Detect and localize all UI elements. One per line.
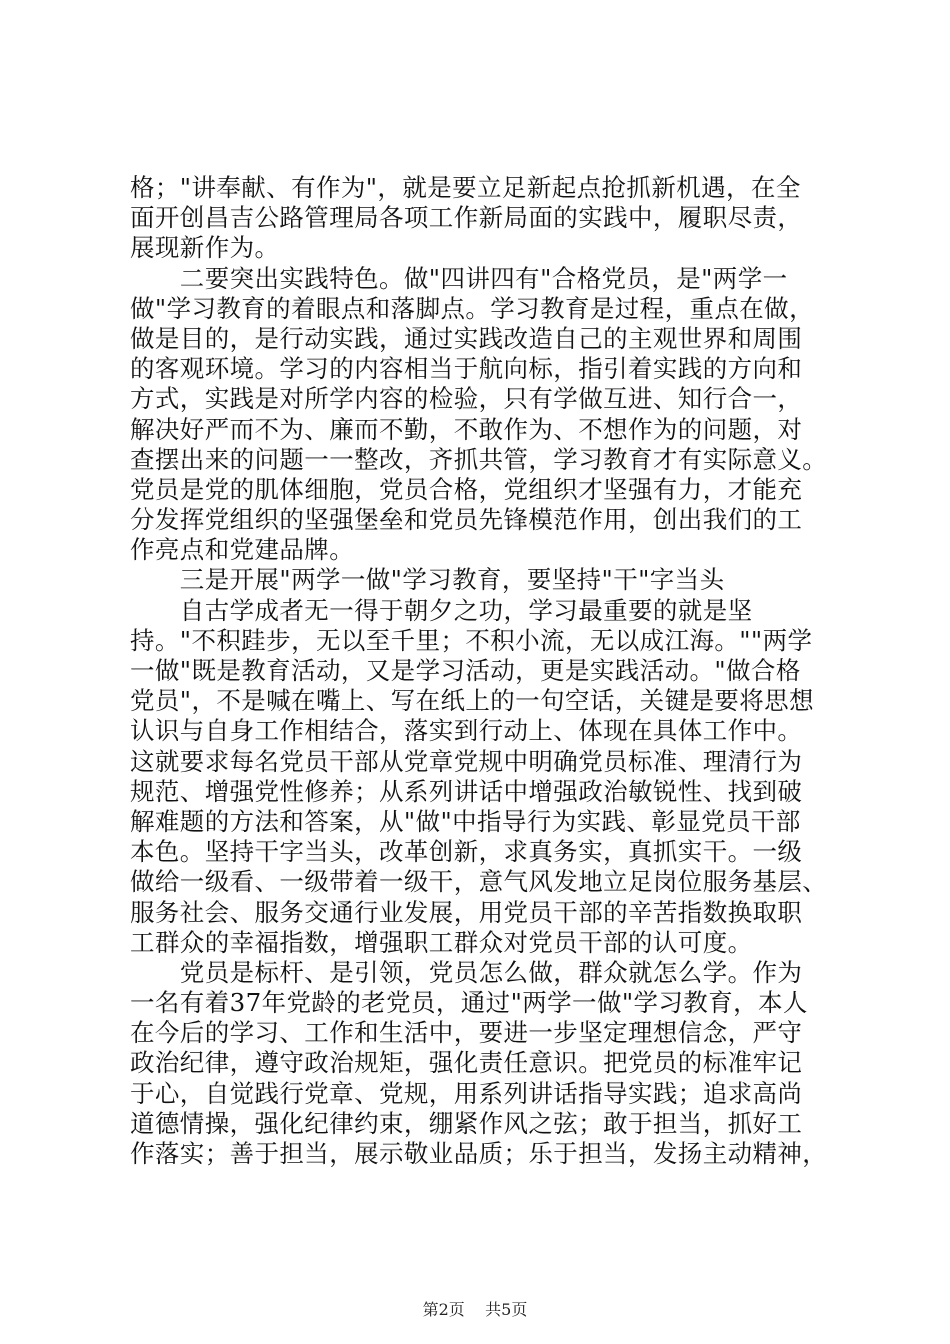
text-line: 党员是标杆、是引领，党员怎么做，群众就怎么学。作为 bbox=[130, 957, 803, 987]
text-line: 作亮点和党建品牌。 bbox=[130, 535, 355, 565]
text-line: 党员是党的肌体细胞，党员合格，党组织才坚强有力，才能充 bbox=[130, 474, 803, 504]
text-line: 二要突出实践特色。做"四讲四有"合格党员，是"两学一 bbox=[130, 263, 788, 293]
text-line: 于心，自觉践行党章、党规，用系列讲话指导实践；追求高尚 bbox=[130, 1078, 803, 1108]
body-text bbox=[130, 173, 845, 1169]
text-line: 持。"不积跬步，无以至千里；不积小流，无以成江海。""两学 bbox=[130, 625, 813, 655]
page-number: 第2页 bbox=[422, 1300, 465, 1319]
text-line: 做是目的，是行动实践，通过实践改造自己的主观世界和周围 bbox=[130, 323, 803, 353]
text-line: 格；"讲奉献、有作为"，就是要立足新起点抢抓新机遇，在全 bbox=[130, 173, 801, 202]
section-heading: 三是开展"两学一做"学习教育，要坚持"干"字当头 bbox=[130, 565, 725, 595]
text-line: 分发挥党组织的坚强堡垒和党员先锋模范作用，创出我们的工 bbox=[130, 505, 803, 535]
text-line: 道德情操，强化纪律约束，绷紧作风之弦；敢于担当，抓好工 bbox=[130, 1108, 803, 1138]
text-line: 解决好严而不为、廉而不勤，不敢作为、不想作为的问题，对 bbox=[130, 414, 803, 444]
text-line: 认识与自身工作相结合，落实到行动上、体现在具体工作中。 bbox=[130, 716, 803, 746]
text-line: 党员"，不是喊在嘴上、写在纸上的一句空话，关键是要将思想 bbox=[130, 686, 814, 716]
text-line: 政治纪律，遵守政治规矩，强化责任意识。把党员的标准牢记 bbox=[130, 1048, 803, 1078]
page-spacer bbox=[470, 1299, 480, 1321]
text-line: 展现新作为。 bbox=[130, 233, 280, 263]
text-line: 作落实；善于担当，展示敬业品质；乐于担当，发扬主动精神， bbox=[130, 1139, 828, 1168]
text-line: 解难题的方法和答案，从"做"中指导行为实践、彰显党员干部 bbox=[130, 806, 801, 836]
text-line: 这就要求每名党员干部从党章党规中明确党员标准、理清行为 bbox=[130, 746, 803, 776]
text-line: 做"学习教育的着眼点和落脚点。学习教育是过程，重点在做， bbox=[130, 293, 814, 323]
text-line: 查摆出来的问题一一整改，齐抓共管，学习教育才有实际意义。 bbox=[130, 444, 828, 474]
text-line: 工群众的幸福指数，增强职工群众对党员干部的认可度。 bbox=[130, 927, 753, 957]
text-line: 自古学成者无一得于朝夕之功，学习最重要的就是坚 bbox=[130, 595, 753, 625]
text-line: 服务社会、服务交通行业发展，用党员干部的辛苦指数换取职 bbox=[130, 897, 803, 927]
text-line: 一做"既是教育活动，又是学习活动，更是实践活动。"做合格 bbox=[130, 656, 801, 685]
text-line: 的客观环境。学习的内容相当于航向标，指引着实践的方向和 bbox=[130, 354, 803, 384]
page-total: 共5页 bbox=[485, 1300, 528, 1319]
text-line: 方式，实践是对所学内容的检验，只有学做互进、知行合一， bbox=[130, 384, 803, 414]
text-line: 本色。坚持干字当头，改革创新，求真务实，真抓实干。一级 bbox=[130, 837, 803, 867]
text-line: 在今后的学习、工作和生活中，要进一步坚定理想信念，严守 bbox=[130, 1018, 803, 1048]
text-line: 做给一级看、一级带着一级干，意气风发地立足岗位服务基层、 bbox=[130, 867, 828, 897]
text-line: 面开创昌吉公路管理局各项工作新局面的实践中，履职尽责， bbox=[130, 203, 803, 233]
text-line: 一名有着37年党龄的老党员，通过"两学一做"学习教育，本人 bbox=[130, 988, 808, 1018]
page-footer bbox=[0, 1299, 950, 1321]
text-line: 规范、增强党性修养；从系列讲话中增强政治敏锐性、找到破 bbox=[130, 776, 803, 806]
